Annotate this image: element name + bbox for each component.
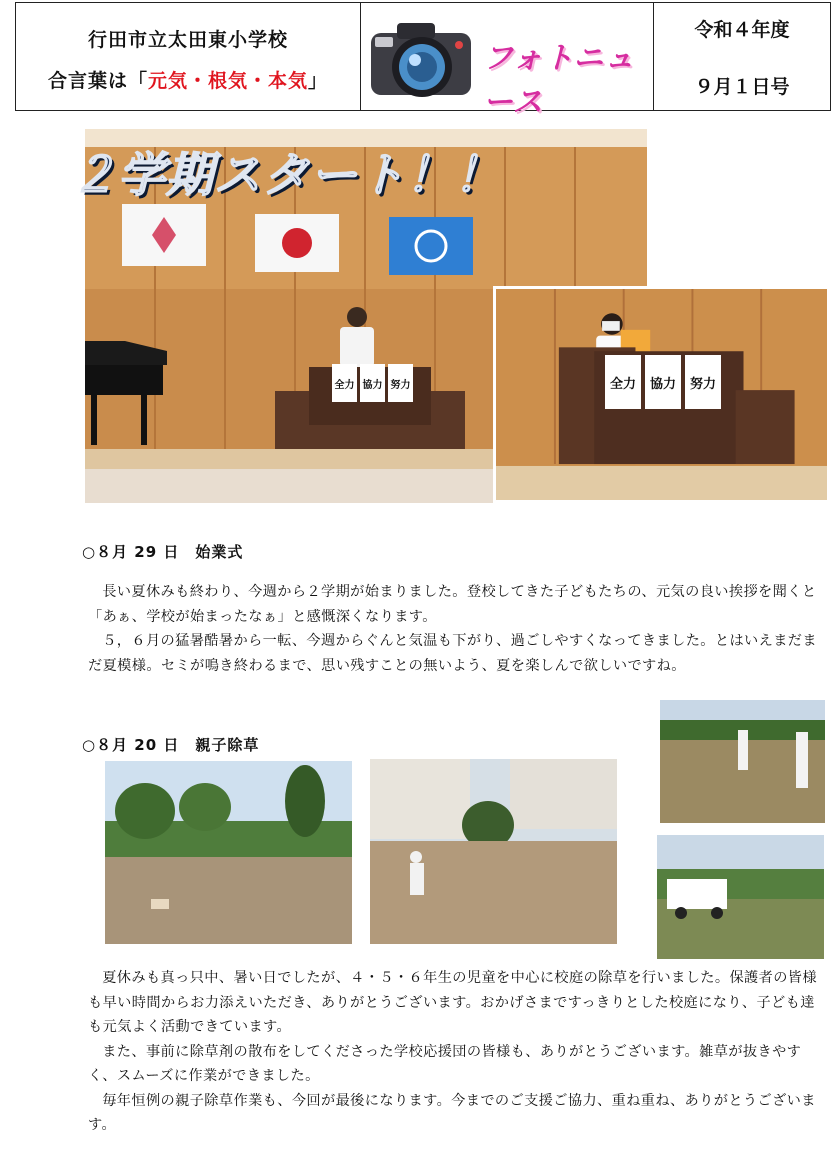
section1-paragraph-2: ５，６月の猛暑酷暑から一転、今週からぐんと気温も下がり、過ごしやすくなってきました。とはいえまだまだ夏模様。セミが鳴き終わるまで、思い残すことの無いよう、夏を楽しんで欲しいですね。 xyxy=(88,633,817,674)
weeding-photo-1 xyxy=(105,761,352,944)
national-flag xyxy=(255,214,339,272)
issue-info-cell xyxy=(654,3,830,110)
headline: ２学期スタート！！ xyxy=(70,148,502,203)
section1-body xyxy=(88,580,828,678)
student-speech-photo xyxy=(493,286,830,503)
section1-heading: ○８月 29 日 始業式 xyxy=(82,543,244,561)
school-name: 行田市立太田東小学校 xyxy=(87,28,288,51)
section1-paragraph-1: 長い夏休みも終わり、今週から２学期が始まりました。登校してきた子どもたちの、元気の良い挨拶を聞くと「あぁ、学校が始まったなぁ」と感慨深くなります。 xyxy=(88,584,817,625)
weeding-photo-2 xyxy=(370,759,617,944)
photo-news-logo xyxy=(361,3,654,120)
card-zenryoku: 全力 xyxy=(332,364,357,402)
school-year: 令和４年度 xyxy=(694,18,790,41)
motto-words: 元気・根気・本気 xyxy=(148,69,309,92)
city-flag xyxy=(389,217,473,275)
section2-paragraph-1: 夏休みも真っ只中、暑い日でしたが、４・５・６年生の児童を中心に校庭の除草を行いました。保護者の皆様も早い時間からお力添えいただき、ありがとうございます。おかげさまですっきりとした校庭になり、子ども達も元気よく活動できています。 xyxy=(88,970,817,1035)
card-doryoku: 努力 xyxy=(388,364,413,402)
weeding-photo-4 xyxy=(657,835,824,959)
weeding-photo-3 xyxy=(660,700,825,823)
issue-date: ９月１日号 xyxy=(694,75,790,98)
school-flag xyxy=(122,204,206,266)
section2-heading: ○８月 20 日 親子除草 xyxy=(82,736,260,754)
section2-body xyxy=(88,966,828,1138)
section2-paragraph-2: また、事前に除草剤の散布をしてくださった学校応援団の皆様も、ありがとうございます。雑草が抜きやすく、スムーズに作業ができました。 xyxy=(88,1043,802,1084)
logo-title: フォトニュース xyxy=(483,41,636,120)
newsletter-header xyxy=(15,2,831,120)
card-kyoryoku: 協力 xyxy=(360,364,385,402)
school-motto: 合言葉は「元気・根気・本気」 xyxy=(47,69,329,92)
section2-paragraph-3: 毎年恒例の親子除草作業も、今回が最後になります。今までのご支援ご協力、重ね重ね、ありがとうございます。 xyxy=(88,1092,816,1133)
podium-cards-student: 全力 協力 努力 xyxy=(605,355,721,409)
camera-icon xyxy=(367,15,479,101)
school-info-cell xyxy=(16,3,361,110)
podium-cards-main xyxy=(332,364,413,402)
